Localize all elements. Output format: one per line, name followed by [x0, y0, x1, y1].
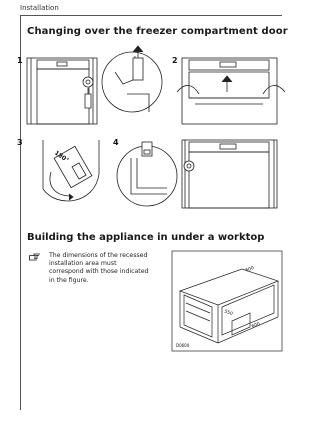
header-divider — [20, 15, 282, 16]
section-label: Installation — [20, 4, 59, 12]
dimension-label: 600 — [245, 265, 255, 274]
freezer-door-steps-figure — [17, 54, 282, 209]
pointing-hand-icon — [29, 253, 41, 261]
step-number-3: 3 — [17, 138, 23, 147]
section-heading-freezer-door: Changing over the freezer compartment door — [27, 26, 288, 37]
step-2-illustration — [177, 58, 285, 124]
dimension-label: 550 — [223, 309, 234, 318]
installation-note: The dimensions of the recessed installation area must correspond with those indicated in the figure. — [49, 252, 149, 284]
step-number-4: 4 — [113, 138, 119, 147]
step-number-1: 1 — [17, 56, 23, 65]
under-worktop-figure — [172, 251, 282, 351]
margin-divider — [20, 15, 21, 410]
dimension-label: 600 — [251, 321, 261, 330]
rotation-label: 180° — [53, 149, 70, 165]
step-number-2: 2 — [172, 56, 178, 65]
step-1-illustration — [27, 58, 97, 124]
step-1-detail — [102, 46, 162, 112]
step-3-illustration — [43, 140, 99, 201]
step-4-illustration — [117, 140, 277, 208]
section-heading-under-worktop: Building the appliance in under a worktop — [27, 232, 265, 243]
figure-code: D0600 — [176, 343, 190, 348]
